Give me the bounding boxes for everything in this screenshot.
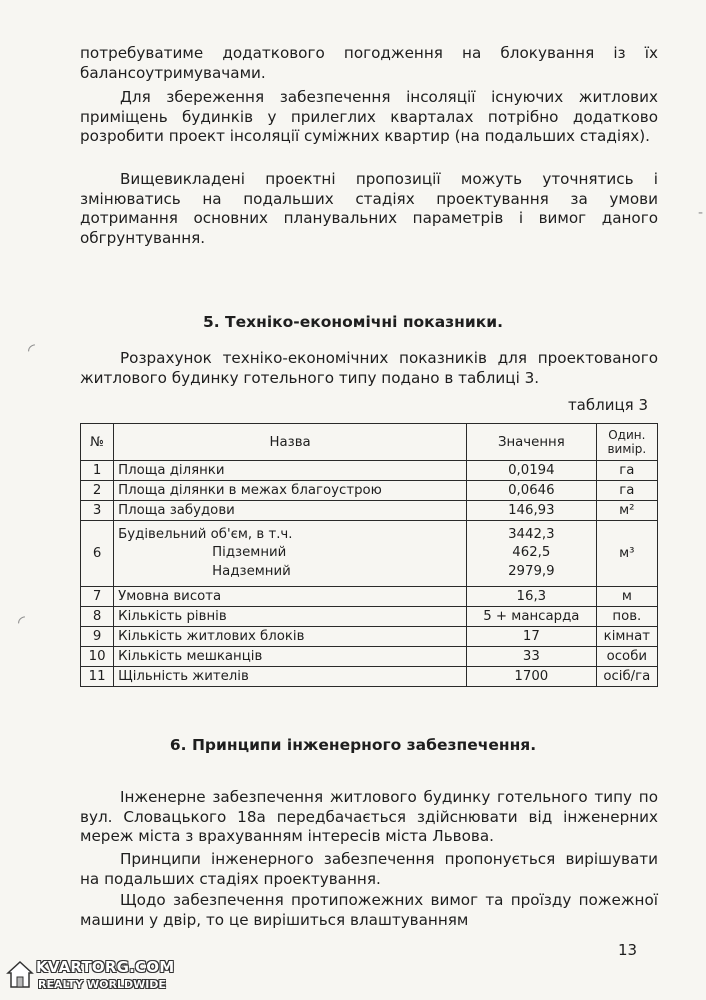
section6-paragraph-principles: Принципи інженерного забезпечення пропонується вирішувати на подальших стадіях проектування.	[80, 850, 658, 888]
cell-num: 8	[81, 607, 114, 627]
paragraph-continuation: потребуватиме додаткового погодження на блокування із їх балансоутримувачами.	[80, 44, 658, 82]
table-row	[81, 521, 658, 587]
cell-value: 17	[467, 627, 597, 647]
table-header-row	[81, 424, 658, 461]
cell-num: 11	[81, 667, 114, 687]
cell-name-line: Будівельний об'єм, в т.ч.	[118, 526, 293, 542]
margin-punch-mark: ◜	[18, 612, 25, 633]
table-row	[81, 587, 658, 607]
section6-heading: 6. Принципи інженерного забезпечення.	[169, 736, 537, 754]
cell-value-line: 3442,3	[508, 526, 555, 542]
section5-intro: Розрахунок техніко-економічних показників для проектованого житлового будинку готельного типу подано в таблиці 3.	[80, 349, 658, 387]
page-number: 13	[618, 941, 638, 959]
margin-punch-mark: ◜	[28, 340, 35, 361]
cell-num: 3	[81, 501, 114, 521]
section6-paragraph-fire: Щодо забезпечення протипожежних вимог та проїзду пожежної машини у двір, то це вирішиться влаштуванням	[80, 891, 658, 929]
cell-name: Кількість житлових блоків	[114, 627, 467, 647]
table-row	[81, 627, 658, 647]
table-caption: таблиця 3	[567, 396, 648, 414]
cell-num: 2	[81, 481, 114, 501]
cell-value: 0,0646	[467, 481, 597, 501]
cell-num: 6	[81, 521, 114, 587]
cell-unit: кімнат	[596, 627, 657, 647]
cell-unit: м²	[596, 501, 657, 521]
table-row	[81, 461, 658, 481]
table-row	[81, 647, 658, 667]
cell-name-line: Підземний	[212, 545, 287, 561]
cell-unit: м	[596, 587, 657, 607]
cell-value: 16,3	[467, 587, 597, 607]
cell-name: Площа ділянки в межах благоустрою	[114, 481, 467, 501]
cell-name: Площа забудови	[114, 501, 467, 521]
indicators-table	[80, 423, 658, 687]
watermark	[4, 958, 180, 996]
cell-name	[114, 521, 467, 587]
cell-name: Площа ділянки	[114, 461, 467, 481]
cell-num: 9	[81, 627, 114, 647]
cell-value: 146,93	[467, 501, 597, 521]
table-row	[81, 667, 658, 687]
cell-unit: пов.	[596, 607, 657, 627]
header-value: Значення	[467, 424, 597, 461]
cell-name: Умовна висота	[114, 587, 467, 607]
cell-unit: га	[596, 481, 657, 501]
watermark-title: KVARTORG.COM	[36, 958, 175, 976]
cell-name: Кількість рівнів	[114, 607, 467, 627]
cell-name: Кількість мешканців	[114, 647, 467, 667]
cell-value	[467, 521, 597, 587]
cell-value: 5 + мансарда	[467, 607, 597, 627]
section6-paragraph-engineering: Інженерне забезпечення житлового будинку готельного типу по вул. Словацького 18а передбачається здійснювати від інженерних мереж міста з врахуванням інтересів міста Львова.	[80, 788, 658, 845]
table-row	[81, 607, 658, 627]
table-row	[81, 501, 658, 521]
section5-heading: 5. Техніко-економічні показники.	[202, 313, 504, 331]
cell-name: Щільність жителів	[114, 667, 467, 687]
watermark-subtitle: REALTY WORLDWIDE	[38, 978, 166, 991]
table-row	[81, 481, 658, 501]
paragraph-proposals: Вищевикладені проектні пропозиції можуть уточнятись і змінюватись на подальших стадіях проектування за умови дотримання основних планувальних параметрів і вимог даного обгрунтування.	[80, 170, 658, 247]
house-logo-icon	[6, 960, 34, 990]
header-name: Назва	[114, 424, 467, 461]
cell-unit: м³	[596, 521, 657, 587]
paragraph-insolation: Для збереження забезпечення інсоляції існуючих житлових приміщень будинків у прилеглих кварталах потрібно додатково розробити проект інсоляції суміжних квартир (на подальших стадіях).	[80, 88, 658, 145]
cell-unit: осіб/га	[596, 667, 657, 687]
margin-edge-mark: -	[698, 205, 704, 221]
cell-unit: га	[596, 461, 657, 481]
cell-num: 1	[81, 461, 114, 481]
cell-value: 0,0194	[467, 461, 597, 481]
cell-name-line: Надземний	[212, 563, 291, 579]
cell-value: 33	[467, 647, 597, 667]
header-number: №	[81, 424, 114, 461]
cell-unit: особи	[596, 647, 657, 667]
cell-num: 10	[81, 647, 114, 667]
cell-value-line: 2979,9	[508, 563, 555, 579]
cell-value-line: 462,5	[512, 545, 551, 561]
cell-value: 1700	[467, 667, 597, 687]
header-unit: Один. вимір.	[596, 424, 657, 461]
cell-num: 7	[81, 587, 114, 607]
